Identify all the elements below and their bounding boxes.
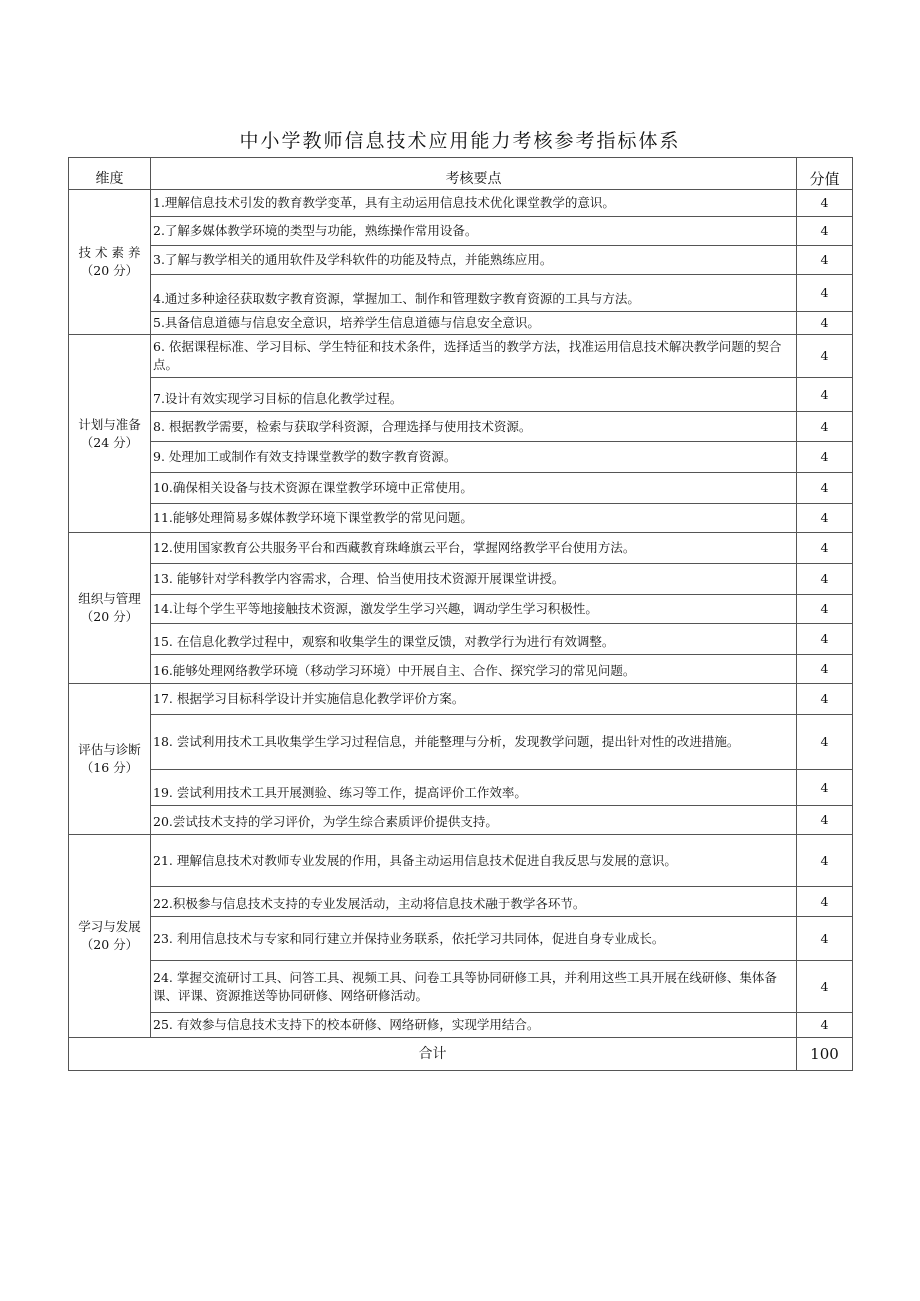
criterion-text: 11.能够处理简易多媒体教学环境下课堂教学的常见问题。: [151, 504, 797, 533]
criterion-score: 4: [797, 473, 853, 504]
dimension-points: （20 分）: [80, 263, 139, 278]
criterion-score: 4: [797, 312, 853, 335]
dimension-cell: [69, 835, 151, 1038]
table-row: [69, 564, 853, 595]
criterion-text: 7.设计有效实现学习目标的信息化教学过程。: [151, 378, 797, 412]
criterion-text: 5.具备信息道德与信息安全意识，培养学生信息道德与信息安全意识。: [151, 312, 797, 335]
criterion-score: 4: [797, 412, 853, 442]
total-row: [69, 1038, 853, 1071]
criterion-score: 4: [797, 806, 853, 835]
table-row: [69, 442, 853, 473]
dimension-points: （20 分）: [80, 937, 139, 952]
table-row: [69, 917, 853, 961]
table-row: [69, 624, 853, 655]
table-row: [69, 217, 853, 246]
criterion-score: 4: [797, 684, 853, 715]
criterion-text: 25. 有效参与信息技术支持下的校本研修、网络研修，实现学用结合。: [151, 1013, 797, 1038]
dimension-name: 计划与准备: [78, 416, 141, 432]
criterion-score: 4: [797, 917, 853, 961]
document-title: 中小学教师信息技术应用能力考核参考指标体系: [239, 130, 681, 152]
criterion-score: 4: [797, 887, 853, 917]
table-row: [69, 715, 853, 770]
table-row: [69, 190, 853, 217]
criterion-score: 4: [797, 715, 853, 770]
dimension-cell: [69, 335, 151, 533]
criterion-score: 4: [797, 335, 853, 378]
table-row: [69, 312, 853, 335]
table-row: [69, 655, 853, 684]
criterion-text: 15. 在信息化教学过程中，观察和收集学生的课堂反馈，对教学行为进行有效调整。: [151, 624, 797, 655]
dimension-name: 技 术 素 养: [78, 245, 141, 260]
table-row: [69, 1013, 853, 1038]
dimension-name: 评估与诊断: [78, 742, 141, 757]
criterion-score: 4: [797, 961, 853, 1013]
table-row: [69, 378, 853, 412]
header-points: 考核要点: [151, 158, 797, 190]
dimension-name: 学习与发展: [78, 919, 141, 934]
table-row: [69, 887, 853, 917]
table-row: [69, 275, 853, 312]
dimension-points: （16 分）: [80, 760, 139, 775]
criterion-score: 4: [797, 1013, 853, 1038]
table-row: [69, 246, 853, 275]
criterion-text: 3.了解与教学相关的通用软件及学科软件的功能及特点，并能熟练应用。: [151, 246, 797, 275]
dimension-name: 组织与管理: [78, 591, 141, 606]
criterion-text: 23. 利用信息技术与专家和同行建立并保持业务联系，依托学习共同体，促进自身专业成长。: [151, 917, 797, 961]
criterion-score: 4: [797, 835, 853, 887]
criterion-score: 4: [797, 655, 853, 684]
criterion-text: 9. 处理加工或制作有效支持课堂教学的数字教育资源。: [151, 442, 797, 473]
criterion-text: 12.使用国家教育公共服务平台和西藏教育珠峰旗云平台，掌握网络教学平台使用方法。: [151, 533, 797, 564]
criterion-text: 6. 依据课程标准、学习目标、学生特征和技术条件，选择适当的教学方法，找准运用信息技术解决教学问题的契合点。: [151, 335, 797, 378]
table-row: [69, 412, 853, 442]
criterion-text: 4.通过多种途径获取数字教育资源，掌握加工、制作和管理数字教育资源的工具与方法。: [151, 275, 797, 312]
dimension-points: （24 分）: [80, 434, 139, 450]
criterion-text: 10.确保相关设备与技术资源在课堂教学环境中正常使用。: [151, 473, 797, 504]
criterion-score: 4: [797, 624, 853, 655]
total-label: 合计: [69, 1038, 797, 1071]
criterion-score: 4: [797, 378, 853, 412]
criterion-score: 4: [797, 533, 853, 564]
criterion-text: 14.让每个学生平等地接触技术资源，激发学生学习兴趣，调动学生学习积极性。: [151, 595, 797, 624]
total-score: 100: [797, 1038, 853, 1071]
criterion-score: 4: [797, 275, 853, 312]
criterion-text: 17. 根据学习目标科学设计并实施信息化教学评价方案。: [151, 684, 797, 715]
dimension-cell: [69, 533, 151, 684]
table-header-row: [69, 158, 853, 190]
table-row: [69, 595, 853, 624]
table-row: [69, 806, 853, 835]
dimension-cell: [69, 190, 151, 335]
criterion-score: 4: [797, 770, 853, 806]
dimension-cell: [69, 684, 151, 835]
criterion-text: 19. 尝试利用技术工具开展测验、练习等工作，提高评价工作效率。: [151, 770, 797, 806]
table-row: [69, 770, 853, 806]
criterion-score: 4: [797, 246, 853, 275]
criterion-text: 13. 能够针对学科教学内容需求，合理、恰当使用技术资源开展课堂讲授。: [151, 564, 797, 595]
criterion-text: 2.了解多媒体教学环境的类型与功能，熟练操作常用设备。: [151, 217, 797, 246]
criterion-text: 8. 根据教学需要，检索与获取学科资源，合理选择与使用技术资源。: [151, 412, 797, 442]
criterion-score: 4: [797, 504, 853, 533]
table-row: [69, 533, 853, 564]
criterion-text: 21. 理解信息技术对教师专业发展的作用，具备主动运用信息技术促进自我反思与发展的意识。: [151, 835, 797, 887]
criterion-text: 1.理解信息技术引发的教育教学变革，具有主动运用信息技术优化课堂教学的意识。: [151, 190, 797, 217]
criterion-score: 4: [797, 217, 853, 246]
header-dimension: 维度: [69, 158, 151, 190]
header-score: 分值: [797, 158, 853, 190]
criterion-text: 20.尝试技术支持的学习评价，为学生综合素质评价提供支持。: [151, 806, 797, 835]
criterion-score: 4: [797, 190, 853, 217]
table-row: [69, 684, 853, 715]
table-row: [69, 504, 853, 533]
criterion-score: 4: [797, 595, 853, 624]
criterion-score: 4: [797, 442, 853, 473]
table-row: [69, 835, 853, 887]
criterion-text: 18. 尝试利用技术工具收集学生学习过程信息，并能整理与分析，发现教学问题，提出针对性的改进措施。: [151, 715, 797, 770]
criterion-text: 16.能够处理网络教学环境（移动学习环境）中开展自主、合作、探究学习的常见问题。: [151, 655, 797, 684]
criterion-text: 24. 掌握交流研讨工具、问答工具、视频工具、问卷工具等协同研修工具，并利用这些工具开展在线研修、集体备课、评课、资源推送等协同研修、网络研修活动。: [151, 961, 797, 1013]
dimension-points: （20 分）: [80, 609, 139, 624]
indicator-table: [68, 157, 853, 1071]
criterion-text: 22.积极参与信息技术支持的专业发展活动，主动将信息技术融于教学各环节。: [151, 887, 797, 917]
table-row: [69, 961, 853, 1013]
criterion-score: 4: [797, 564, 853, 595]
table-row: [69, 473, 853, 504]
table-row: [69, 335, 853, 378]
